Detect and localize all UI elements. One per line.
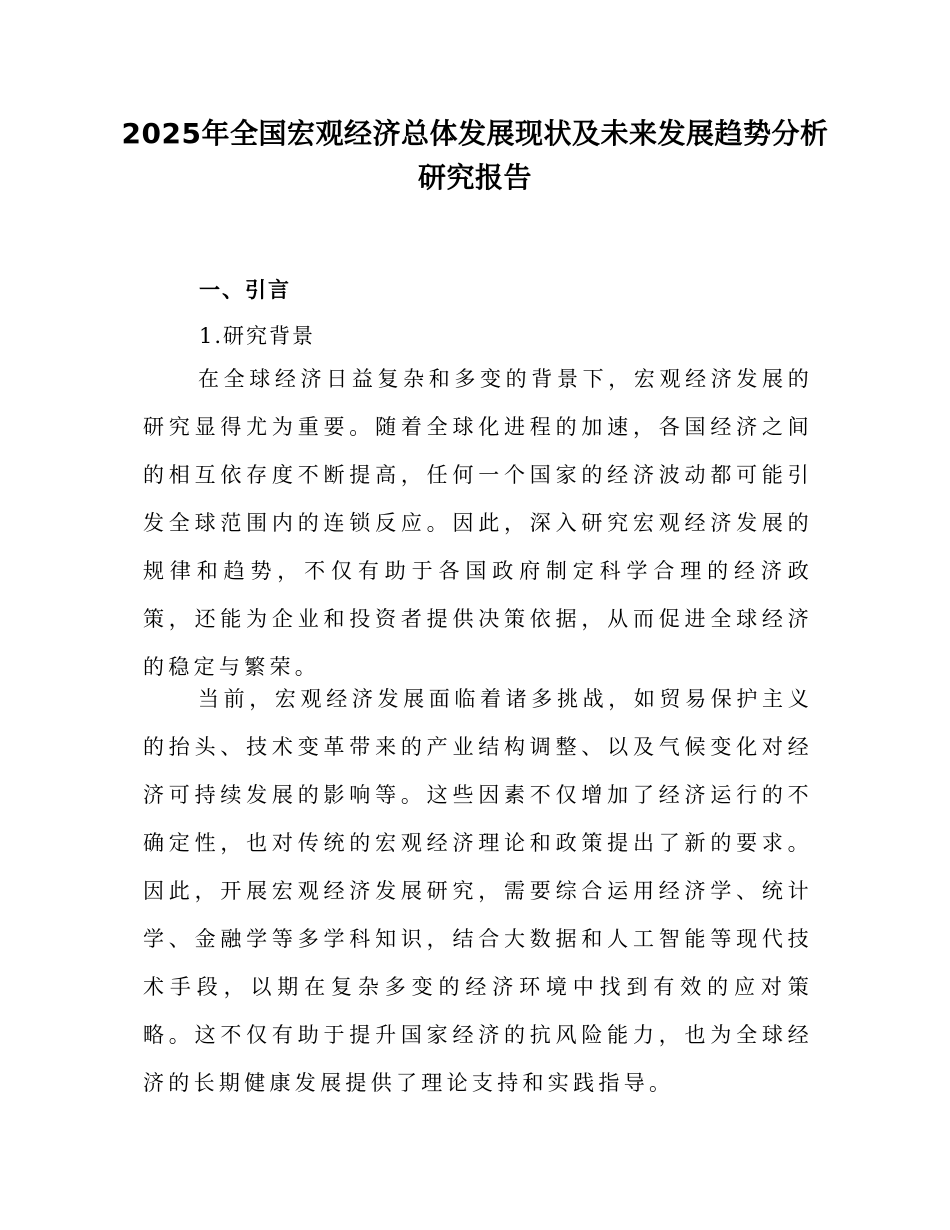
section-heading: 一、引言 bbox=[199, 278, 291, 302]
paragraph-research-background-2: 当前，宏观经济发展面临着诸多挑战，如贸易保护主义的抬头、技术变革带来的产业结构调整、以及气候变化对经济可持续发展的影响等。这些因素不仅增加了经济运行的不确定性，也对传统的宏观经济理论和政策提出了新的要求。因此，开展宏观经济发展研究，需要综合运用经济学、统计学、金融学等多学科知识，结合大数据和人工智能等现代技术手段，以期在复杂多变的经济环境中找到有效的应对策略。这不仅有助于提升国家经济的抗风险能力，也为全球经济的长期健康发展提供了理论支持和实践指导。 bbox=[143, 687, 813, 1095]
document-title: 2025年全国宏观经济总体发展现状及未来发展趋势分析研究报告 bbox=[121, 117, 829, 194]
subsection-heading: 1.研究背景 bbox=[199, 324, 316, 348]
paragraph-research-background-1: 在全球经济日益复杂和多变的背景下，宏观经济发展的研究显得尤为重要。随着全球化进程的加速，各国经济之间的相互依存度不断提高，任何一个国家的经济波动都可能引发全球范围内的连锁反应。因此，深入研究宏观经济发展的规律和趋势，不仅有助于各国政府制定科学合理的经济政策，还能为企业和投资者提供决策依据，从而促进全球经济的稳定与繁荣。 bbox=[143, 367, 813, 679]
